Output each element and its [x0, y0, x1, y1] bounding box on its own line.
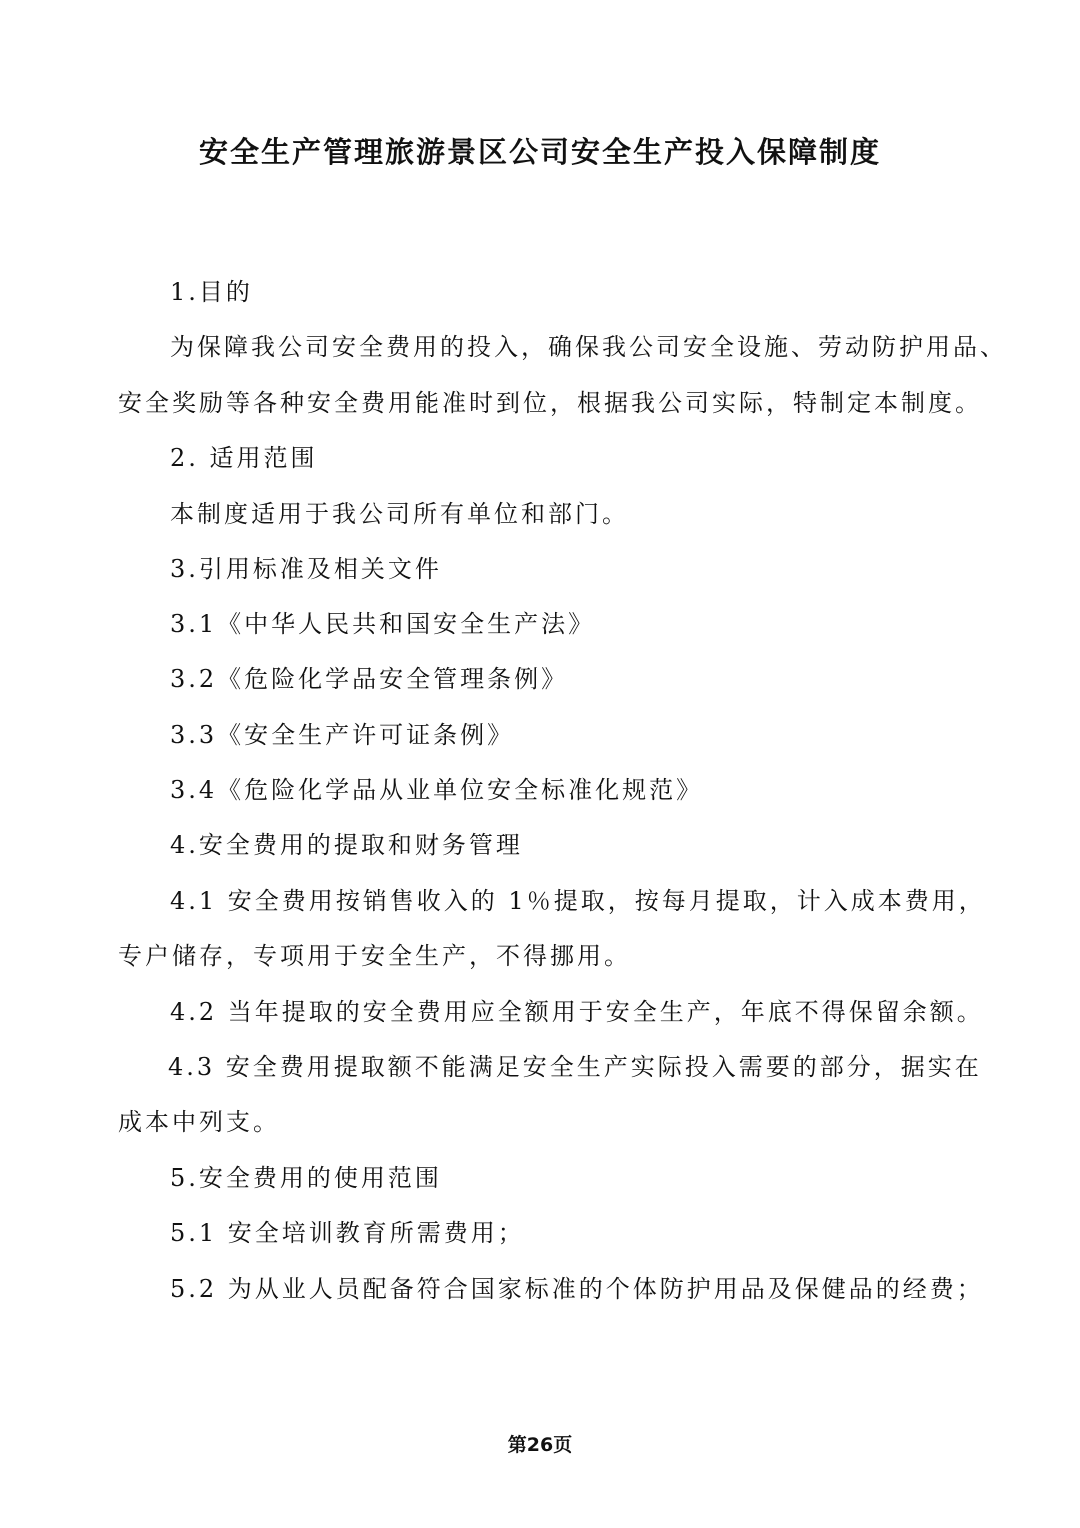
section-heading-finance: 4.安全费用的提取和财务管理 — [170, 831, 523, 859]
section-heading-scope: 2. 适用范围 — [170, 444, 318, 472]
paragraph-line: 4.3 安全费用提取额不能满足安全生产实际投入需要的部分，据实在 — [168, 1053, 982, 1081]
paragraph-line: 专户储存，专项用于安全生产，不得挪用。 — [118, 942, 631, 970]
paragraph-line: 本制度适用于我公司所有单位和部门。 — [170, 500, 629, 528]
reference-item: 3.1《中华人民共和国安全生产法》 — [170, 610, 596, 638]
section-heading-references: 3.引用标准及相关文件 — [170, 555, 442, 583]
page-number: 第26页 — [507, 1434, 573, 1456]
paragraph-line: 为保障我公司安全费用的投入，确保我公司安全设施、劳动防护用品、 — [170, 333, 1007, 361]
paragraph-line: 5.2 为从业人员配备符合国家标准的个体防护用品及保健品的经费； — [170, 1275, 984, 1303]
paragraph-line: 4.1 安全费用按销售收入的 1％提取，按每月提取，计入成本费用， — [170, 887, 986, 915]
paragraph-line: 成本中列支。 — [118, 1108, 280, 1136]
reference-item: 3.4《危险化学品从业单位安全标准化规范》 — [170, 776, 704, 804]
paragraph-line: 安全奖励等各种安全费用能准时到位，根据我公司实际，特制定本制度。 — [118, 389, 982, 417]
reference-item: 3.2《危险化学品安全管理条例》 — [170, 665, 569, 693]
paragraph-line: 5.1 安全培训教育所需费用； — [170, 1219, 525, 1247]
paragraph-line: 4.2 当年提取的安全费用应全额用于安全生产，年底不得保留余额。 — [170, 998, 984, 1026]
reference-item: 3.3《安全生产许可证条例》 — [170, 721, 515, 749]
section-heading-usage: 5.安全费用的使用范围 — [170, 1164, 442, 1192]
document-title: 安全生产管理旅游景区公司安全生产投入保障制度 — [198, 135, 881, 169]
section-heading-purpose: 1.目的 — [170, 278, 253, 306]
